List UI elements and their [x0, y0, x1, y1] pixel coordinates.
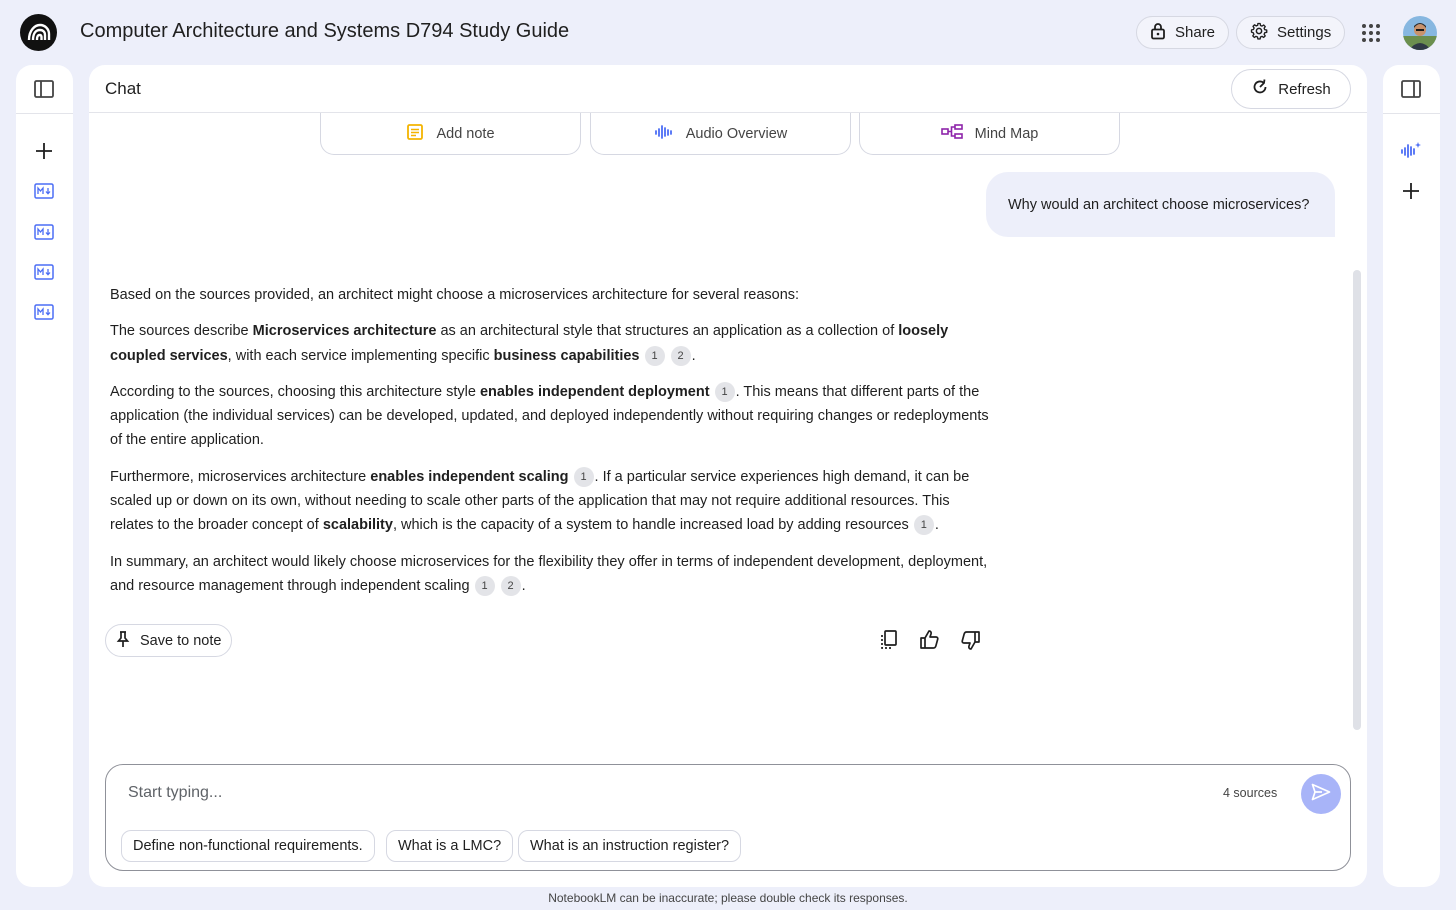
settings-button[interactable] — [1236, 16, 1345, 49]
response-bold-text: enables independent deployment — [479, 383, 710, 400]
thumbs-up-icon[interactable] — [918, 628, 942, 652]
add-icon[interactable] — [1399, 179, 1423, 203]
citation-badge[interactable]: 1 — [475, 576, 495, 596]
response-text: In summary, an architect would likely choose microservices for the flexibility they offer in terms of independent development, deployment, and resource management through independent scaling — [110, 553, 988, 594]
response-text: . — [691, 347, 696, 364]
chat-title: Chat — [105, 79, 141, 98]
audio-wave-icon — [654, 123, 674, 145]
save-to-note-button[interactable] — [105, 624, 232, 657]
chat-header — [89, 65, 1367, 113]
assistant-response — [110, 283, 990, 610]
settings-label: Settings — [1277, 24, 1332, 41]
response-text: Furthermore, microservices architecture — [110, 468, 371, 485]
notebook-title[interactable]: Computer Architecture and Systems D794 Study Guide — [80, 20, 570, 42]
markdown-source-icon[interactable] — [32, 260, 56, 284]
citation-badge[interactable]: 1 — [715, 382, 735, 402]
response-text: as an architectural style that structures an application as a collection of — [436, 323, 899, 340]
panel-divider — [16, 113, 73, 114]
response-paragraph — [110, 319, 990, 368]
response-text: Based on the sources provided, an architect might choose a microservices architecture for several reasons: — [110, 287, 800, 303]
refresh-button[interactable] — [1231, 69, 1351, 109]
panel-toggle-icon[interactable] — [1399, 77, 1423, 101]
suggestion-chip[interactable]: What is an instruction register? — [518, 830, 741, 862]
notebooklm-logo-icon[interactable] — [20, 14, 57, 51]
response-text: . — [934, 517, 939, 534]
markdown-source-icon[interactable] — [32, 220, 56, 244]
response-text: . If a particular service experiences high demand, it can be scaled up or down on its own, without needing to scale other parts of the application that may not require additional resources. This relates to the broader concept of — [110, 468, 970, 534]
apps-grid-icon[interactable] — [1361, 23, 1381, 43]
response-text: , with each service implementing specific — [227, 347, 494, 364]
mind-map-label: Mind Map — [974, 125, 1039, 142]
markdown-source-icon[interactable] — [32, 300, 56, 324]
share-label: Share — [1175, 24, 1216, 41]
suggestion-chip[interactable]: What is a LMC? — [386, 830, 513, 862]
user-message-text: Why would an architect choose microservices? — [1008, 196, 1310, 213]
add-source-icon[interactable] — [32, 139, 56, 163]
citation-badge[interactable]: 1 — [914, 515, 934, 535]
audio-overview-button[interactable] — [590, 113, 851, 155]
send-icon — [1311, 783, 1331, 806]
response-paragraph — [110, 550, 990, 599]
lock-icon — [1150, 22, 1166, 44]
copy-icon[interactable] — [877, 628, 901, 652]
chat-panel — [89, 65, 1367, 887]
sources-count: 4 sources — [1223, 786, 1278, 800]
response-paragraph — [110, 283, 990, 307]
response-bold-text: scalability — [322, 517, 393, 534]
refresh-icon — [1251, 78, 1269, 100]
add-note-label: Add note — [436, 125, 495, 142]
sources-panel — [16, 65, 73, 887]
response-paragraph — [110, 380, 990, 453]
note-icon — [406, 123, 424, 145]
response-text: The sources describe — [110, 323, 253, 340]
chat-scrollbar[interactable] — [1353, 270, 1361, 730]
avatar[interactable] — [1403, 16, 1437, 50]
thumbs-down-icon[interactable] — [958, 628, 982, 652]
save-to-note-label: Save to note — [140, 632, 222, 649]
chat-input[interactable] — [128, 781, 1188, 805]
mind-map-icon — [941, 124, 963, 144]
markdown-source-icon[interactable] — [32, 179, 56, 203]
mind-map-button[interactable] — [859, 113, 1120, 155]
response-paragraph — [110, 465, 990, 538]
share-button[interactable] — [1136, 16, 1229, 49]
audio-sparkle-icon[interactable] — [1399, 139, 1423, 163]
citation-badge[interactable]: 2 — [671, 346, 691, 366]
gear-icon — [1250, 22, 1268, 44]
response-text: , which is the capacity of a system to handle increased load by adding resources — [392, 517, 909, 534]
disclaimer-text: NotebookLM can be inaccurate; please double check its responses. — [548, 891, 908, 905]
response-text: . — [521, 577, 526, 594]
response-bold-text: Microservices architecture — [252, 323, 437, 340]
chat-input-container — [105, 764, 1351, 871]
panel-divider — [1383, 113, 1440, 114]
citation-badge[interactable]: 2 — [501, 576, 521, 596]
citation-badge[interactable]: 1 — [574, 467, 594, 487]
top-bar — [0, 0, 1456, 64]
pin-icon — [116, 630, 130, 652]
response-bold-text: business capabilities — [493, 347, 640, 364]
citation-badge[interactable]: 1 — [645, 346, 665, 366]
user-message — [986, 172, 1335, 237]
studio-panel — [1383, 65, 1440, 887]
response-bold-text: enables independent scaling — [370, 468, 569, 485]
response-text: . This means that different parts of the application (the individual services) can be developed, updated, and deployed independently without requiring changes or redeployments of the entire application. — [110, 383, 989, 449]
suggestion-chip[interactable]: Define non-functional requirements. — [121, 830, 375, 862]
refresh-label: Refresh — [1278, 80, 1331, 98]
response-bold-text: loosely coupled services — [110, 323, 949, 364]
audio-overview-label: Audio Overview — [685, 125, 788, 142]
send-button[interactable] — [1301, 774, 1341, 814]
response-text: According to the sources, choosing this architecture style — [110, 383, 480, 400]
add-note-button[interactable] — [320, 113, 581, 155]
panel-toggle-icon[interactable] — [32, 77, 56, 101]
